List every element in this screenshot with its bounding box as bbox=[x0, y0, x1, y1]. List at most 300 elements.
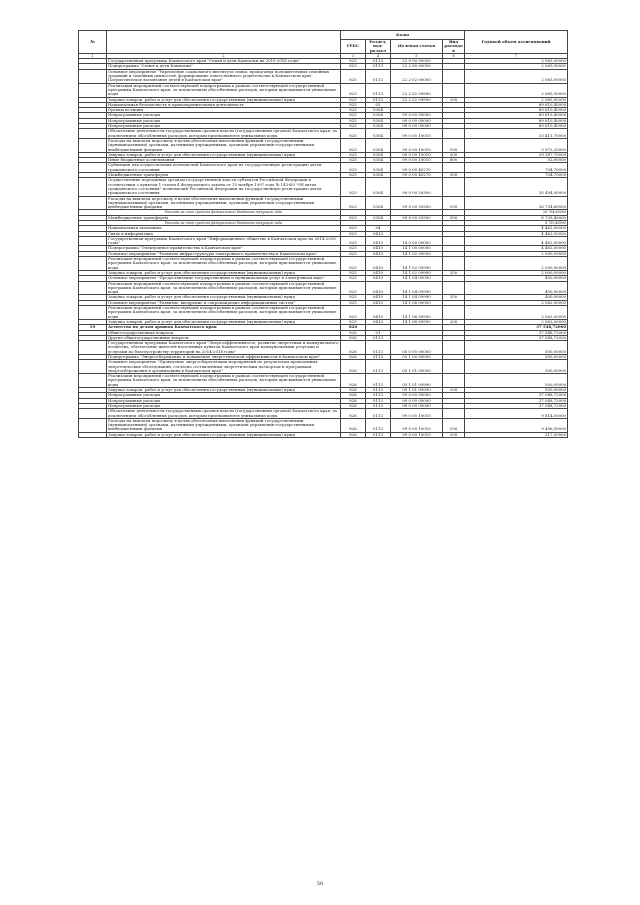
row-name: Субвенция для осуществления полномочий Камчатского края на государственную регистрацию актов гражданского состояния bbox=[107, 163, 341, 173]
row-target: 99 0 00 10010 bbox=[391, 138, 443, 152]
row-target: 14 1 04 09990 bbox=[391, 295, 443, 300]
row-target: 14 1 02 09990 bbox=[391, 257, 443, 271]
row-grbs: 825 bbox=[341, 173, 366, 178]
row-grbs: 825 bbox=[341, 158, 366, 163]
row-amount: 4 462,00000 bbox=[465, 236, 568, 246]
table-body bbox=[79, 59, 568, 438]
row-number bbox=[79, 83, 107, 97]
row-name: Иные бюджетные ассигнования bbox=[107, 158, 341, 163]
row-amount: 500,00000 bbox=[465, 388, 568, 393]
row-vr: 200 bbox=[443, 152, 465, 157]
row-grbs: 826 bbox=[341, 409, 366, 419]
row-amount: 69 610,40000 bbox=[465, 113, 568, 118]
row-amount: 9 496,50000 bbox=[465, 418, 568, 432]
row-amount: 2 065,00000 bbox=[465, 59, 568, 64]
row-section: 01 bbox=[366, 330, 391, 335]
row-grbs: 826 bbox=[341, 393, 366, 398]
row-section: 0113 bbox=[366, 335, 391, 340]
row-name: Закупка товаров, работ и услуг для обеспечения государственных (муниципальных) нужд bbox=[107, 388, 341, 393]
row-vr: 200 bbox=[443, 97, 465, 102]
row-section: 0410 bbox=[366, 251, 391, 256]
row-vr bbox=[443, 374, 465, 388]
row-target: 14 1 04 00000 bbox=[391, 276, 443, 281]
row-number bbox=[79, 196, 107, 210]
row-amount: 2 065,00000 bbox=[465, 83, 568, 97]
row-section: 0304 bbox=[366, 178, 391, 196]
row-grbs: 825 bbox=[341, 246, 366, 251]
row-section: 0113 bbox=[366, 64, 391, 69]
row-number bbox=[79, 432, 107, 437]
row-vr bbox=[443, 83, 465, 97]
row-vr: 200 bbox=[443, 295, 465, 300]
row-section: 0113 bbox=[366, 97, 391, 102]
row-name: Расходы на выплаты персоналу в целях обеспечения выполнения функций государственными (муниципальными) органами, казенными учреждениями, органами управления государственными внебюджетными фондами bbox=[107, 138, 341, 152]
row-grbs: 826 bbox=[341, 341, 366, 355]
row-amount: 2 000,00000 bbox=[465, 270, 568, 275]
row-amount: 37 548,72000 bbox=[465, 335, 568, 340]
row-grbs: 825 bbox=[341, 300, 366, 305]
row-amount: 2 000,00000 bbox=[465, 257, 568, 271]
row-target: 99 0 00 10010 bbox=[391, 158, 443, 163]
row-number bbox=[79, 341, 107, 355]
table-row bbox=[79, 360, 568, 374]
row-grbs: 825 bbox=[341, 251, 366, 256]
row-section: 0113 bbox=[366, 409, 391, 419]
row-name: Связь и информатика bbox=[107, 231, 341, 236]
row-name: Обеспечение деятельности государственных органов власти (государственных органов) Камчатского края, за исключением обособленных расходов, которым присваиваются уникальные коды bbox=[107, 409, 341, 419]
row-grbs: 825 bbox=[341, 231, 366, 236]
row-amount: 317,50000 bbox=[465, 432, 568, 437]
row-vr: 200 bbox=[443, 319, 465, 324]
row-amount: 37 048,72000 bbox=[465, 393, 568, 398]
row-vr bbox=[443, 409, 465, 419]
row-amount: 69 610,40000 bbox=[465, 108, 568, 113]
table-row bbox=[79, 129, 568, 139]
row-section: 0304 bbox=[366, 173, 391, 178]
row-vr bbox=[443, 163, 465, 173]
row-section: 0113 bbox=[366, 59, 391, 64]
col-header-grbs: ГРБС bbox=[341, 40, 366, 54]
row-vr: 100 bbox=[443, 196, 465, 210]
row-target: 99 0 00 59300 bbox=[391, 196, 443, 210]
row-grbs: 825 bbox=[341, 226, 366, 231]
row-target: 99 0 00 59300 bbox=[391, 178, 443, 196]
row-amount: 2 062,00000 bbox=[465, 300, 568, 305]
row-name: Непрограммные расходы bbox=[107, 124, 341, 129]
row-vr: 200 bbox=[443, 270, 465, 275]
row-vr: 200 bbox=[443, 432, 465, 437]
row-name: Основное мероприятие "Проведение энергосберегающих мероприятий по результатам проведенных энергетических обследований, согласно составленным энергетическим паспортам и программам энергосбережения в организациях в Камчатском крае" bbox=[107, 360, 341, 374]
row-grbs: 825 bbox=[341, 319, 366, 324]
row-amount: 26 754,60000 bbox=[465, 210, 568, 215]
row-amount: 2 065,00000 bbox=[465, 97, 568, 102]
col-header-codes: Коды bbox=[341, 31, 465, 40]
row-amount: 2 062,00000 bbox=[465, 306, 568, 320]
row-target: 22 2 02 09990 bbox=[391, 97, 443, 102]
row-section: 0304 bbox=[366, 124, 391, 129]
row-name: Непрограммные расходы bbox=[107, 403, 341, 408]
row-section: 0410 bbox=[366, 295, 391, 300]
row-vr bbox=[443, 306, 465, 320]
row-vr bbox=[443, 69, 465, 83]
row-amount: 2 065,00000 bbox=[465, 64, 568, 69]
row-number bbox=[79, 257, 107, 271]
row-target: 14 0 00 00000 bbox=[391, 236, 443, 246]
row-section: 0304 bbox=[366, 129, 391, 139]
row-target: 14 1 04 09990 bbox=[391, 281, 443, 295]
row-grbs: 826 bbox=[341, 403, 366, 408]
row-section: 0410 bbox=[366, 319, 391, 324]
row-name: Общегосударственные вопросы bbox=[107, 330, 341, 335]
table-row bbox=[79, 418, 568, 432]
table-row bbox=[79, 341, 568, 355]
row-target: 14 1 02 09990 bbox=[391, 270, 443, 275]
row-target: 99 0 00 00000 bbox=[391, 118, 443, 123]
row-grbs: 826 bbox=[341, 355, 366, 360]
row-grbs: 826 bbox=[341, 360, 366, 374]
row-target: 99 0 00 00000 bbox=[391, 393, 443, 398]
row-target: 99 0 00 10010 bbox=[391, 129, 443, 139]
col-header-vr: Вид расходов bbox=[444, 39, 463, 53]
row-amount: 8 739,40000 bbox=[465, 220, 568, 225]
row-grbs: 825 bbox=[341, 138, 366, 152]
row-section: 0113 bbox=[366, 69, 391, 83]
row-vr bbox=[443, 129, 465, 139]
row-section: 0304 bbox=[366, 138, 391, 152]
row-amount: 2 065,00000 bbox=[465, 69, 568, 83]
row-section: 0304 bbox=[366, 215, 391, 220]
row-target: 99 0 00 10010 bbox=[391, 409, 443, 419]
table-row bbox=[79, 281, 568, 295]
row-grbs: 825 bbox=[341, 163, 366, 173]
row-section: 0410 bbox=[366, 231, 391, 236]
row-name: Реализация мероприятий соответствующей подпрограммы в рамках соответствующей государственной программы Камчатского края, за исключением обособленных расходов, которым присваиваются уникальные коды bbox=[107, 257, 341, 271]
row-amount: 52,00000 bbox=[465, 158, 568, 163]
row-section: 0410 bbox=[366, 246, 391, 251]
row-section: 0304 bbox=[366, 196, 391, 210]
row-target: 99 0 00 10010 bbox=[391, 418, 443, 432]
row-grbs: 825 bbox=[341, 129, 366, 139]
row-grbs: 825 bbox=[341, 257, 366, 271]
row-vr bbox=[443, 178, 465, 196]
row-number bbox=[79, 374, 107, 388]
row-section: 0410 bbox=[366, 281, 391, 295]
row-grbs: 825 bbox=[341, 306, 366, 320]
row-section: 0113 bbox=[366, 355, 391, 360]
row-section: 0304 bbox=[366, 152, 391, 157]
row-amount: 9 814,50000 bbox=[465, 409, 568, 419]
row-section: 0113 bbox=[366, 418, 391, 432]
row-grbs: 825 bbox=[341, 113, 366, 118]
row-target: 05 1 01 09990 bbox=[391, 388, 443, 393]
row-amount: 33 411,70000 bbox=[465, 129, 568, 139]
row-grbs: 825 bbox=[341, 295, 366, 300]
row-grbs: 826 bbox=[341, 418, 366, 432]
row-section: 04 bbox=[366, 226, 391, 231]
row-amount: 400,00000 bbox=[465, 295, 568, 300]
col-header-number: № bbox=[79, 31, 107, 54]
row-amount: 69 610,40000 bbox=[465, 124, 568, 129]
table-row bbox=[79, 83, 568, 97]
column-index-cell: 7 bbox=[465, 53, 568, 58]
row-name: Подпрограмма "Энергосбережение и повышение энергетической эффективности в Камчатском крае" bbox=[107, 355, 341, 360]
row-name: Непрограммные расходы bbox=[107, 113, 341, 118]
row-target: 22 0 00 00000 bbox=[391, 59, 443, 64]
row-grbs: 825 bbox=[341, 236, 366, 246]
table-row bbox=[79, 432, 568, 437]
row-name: Подпрограмма "Семья и дети Камчатки" bbox=[107, 64, 341, 69]
column-index-cell: 2 bbox=[107, 53, 341, 58]
row-section: 0410 bbox=[366, 270, 391, 275]
table-row bbox=[79, 163, 568, 173]
row-section: 0113 bbox=[366, 403, 391, 408]
row-grbs: 826 bbox=[341, 398, 366, 403]
row-name: Межбюджетные трансферты bbox=[107, 215, 341, 220]
row-name: Закупка товаров, работ и услуг для обеспечения государственных (муниципальных) нужд bbox=[107, 97, 341, 102]
row-target: 05 1 01 00000 bbox=[391, 360, 443, 374]
row-grbs: 826 bbox=[341, 325, 366, 330]
row-number bbox=[79, 306, 107, 320]
row-grbs: 825 bbox=[341, 64, 366, 69]
row-name: Государственная программа Камчатского края "Информационное общество в Камчатском крае на 2014-2018 годы" bbox=[107, 236, 341, 246]
row-name: Реализация мероприятий соответствующей подпрограммы в рамках соответствующей государственной программы Камчатского края, за исключением обособленных расходов, которым присваиваются уникальные коды bbox=[107, 306, 341, 320]
row-target: 14 1 06 00000 bbox=[391, 300, 443, 305]
row-target: 14 1 06 09990 bbox=[391, 319, 443, 324]
row-target: 14 1 06 09990 bbox=[391, 306, 443, 320]
row-name: Подпрограмма "Электронное правительство в Камчатском крае" bbox=[107, 246, 341, 251]
row-grbs: 825 bbox=[341, 270, 366, 275]
row-target: 22 2 02 00000 bbox=[391, 69, 443, 83]
row-target: 99 0 00 00000 bbox=[391, 398, 443, 403]
row-amount: 69 610,40000 bbox=[465, 118, 568, 123]
row-target: 05 1 00 00000 bbox=[391, 355, 443, 360]
row-amount: 37 048,72000 bbox=[465, 398, 568, 403]
row-grbs: 825 bbox=[341, 215, 366, 220]
row-name: Агентство по делам архивов Камчатского края bbox=[107, 325, 341, 330]
row-number bbox=[79, 129, 107, 139]
row-number bbox=[79, 418, 107, 432]
row-target: 99 0 00 40270 bbox=[391, 163, 443, 173]
row-grbs: 825 bbox=[341, 69, 366, 83]
column-index-cell: 5 bbox=[391, 53, 443, 58]
row-name: Национальная экономика bbox=[107, 226, 341, 231]
row-name: Закупка товаров, работ и услуг для обеспечения государственных (муниципальных) нужд bbox=[107, 319, 341, 324]
row-grbs: 825 bbox=[341, 152, 366, 157]
row-name: Расходы на выплаты персоналу в целях обеспечения выполнения функций государственными (муниципальными) органами, казенными учреждениями, органами управления государственными внебюджетными фондами bbox=[107, 418, 341, 432]
row-amount: 37 548,72000 bbox=[465, 325, 568, 330]
row-amount: 400,00000 bbox=[465, 276, 568, 281]
table-row bbox=[79, 196, 568, 210]
row-target: 99 0 00 00000 bbox=[391, 113, 443, 118]
row-vr: 100 bbox=[443, 418, 465, 432]
table-row bbox=[79, 236, 568, 246]
row-name: Межбюджетные трансферты bbox=[107, 173, 341, 178]
row-grbs: 825 bbox=[341, 83, 366, 97]
row-target: 22 2 02 09990 bbox=[391, 83, 443, 97]
row-amount: 37 048,72000 bbox=[465, 403, 568, 408]
row-grbs: 826 bbox=[341, 432, 366, 437]
row-target: 05 1 01 09990 bbox=[391, 374, 443, 388]
row-section: 0113 bbox=[366, 341, 391, 355]
row-grbs: 825 bbox=[341, 118, 366, 123]
row-grbs: 826 bbox=[341, 330, 366, 335]
row-number bbox=[79, 409, 107, 419]
row-vr bbox=[443, 257, 465, 271]
table-row bbox=[79, 257, 568, 271]
row-grbs: 825 bbox=[341, 97, 366, 102]
row-name: Государственная программа Камчатского края "Семья и дети Камчатки на 2015-2018 годы" bbox=[107, 59, 341, 64]
row-vr: 100 bbox=[443, 138, 465, 152]
row-target: 99 0 00 00000 bbox=[391, 124, 443, 129]
row-name: Реализация мероприятий соответствующей подпрограммы в рамках соответствующей государственной программы Камчатского края, за исключением обособленных расходов, которым присваиваются уникальные коды bbox=[107, 83, 341, 97]
row-amount: 704,70000 bbox=[465, 163, 568, 173]
col-header-section: Раздел, под-раздел bbox=[366, 40, 391, 54]
row-amount: 500,00000 bbox=[465, 374, 568, 388]
row-section: 0304 bbox=[366, 108, 391, 113]
column-index-cell: 3 bbox=[341, 53, 366, 58]
row-section: 0113 bbox=[366, 393, 391, 398]
column-index-cell: 1 bbox=[79, 53, 107, 58]
row-vr bbox=[443, 341, 465, 355]
row-amount: 8 739,40000 bbox=[465, 215, 568, 220]
row-target: 99 0 00 10010 bbox=[391, 152, 443, 157]
row-grbs: 826 bbox=[341, 374, 366, 388]
row-vr bbox=[443, 236, 465, 246]
row-section: 0410 bbox=[366, 276, 391, 281]
row-name: Государственная программа Камчатского края "Энергоэффективность, развитие энергетики и коммунального хозяйства, обеспечение жителей населенных пунктов Камчатского края коммунальными услугами и услугами по благоустройству территорий на 2014-2018 годы" bbox=[107, 341, 341, 355]
row-target: 05 0 00 00000 bbox=[391, 341, 443, 355]
row-vr: 500 bbox=[443, 215, 465, 220]
row-section: 0113 bbox=[366, 432, 391, 437]
row-section: 0410 bbox=[366, 300, 391, 305]
row-name: Расходы за счет средств федерального бюджета текущего года bbox=[107, 210, 341, 215]
row-vr: 500 bbox=[443, 173, 465, 178]
row-grbs: 825 bbox=[341, 124, 366, 129]
row-amount: 69 610,40000 bbox=[465, 102, 568, 107]
table-row bbox=[79, 374, 568, 388]
row-name: Осуществление переданных органам государственной власти субъектов Российской Федерации в соответствии с пунктом 1 статьи 4 Федерального закона от 15 ноября 1997 года № 143-ФЗ "Об актах гражданского состояния" полномочий Российской Федерации на государственную регистрацию актов гражданского состояния bbox=[107, 178, 341, 196]
row-vr: 200 bbox=[443, 388, 465, 393]
row-name: Закупка товаров, работ и услуг для обеспечения государственных (муниципальных) нужд bbox=[107, 295, 341, 300]
row-amount: 2 000,00000 bbox=[465, 251, 568, 256]
row-target: 99 0 00 00000 bbox=[391, 403, 443, 408]
row-section: 03 bbox=[366, 102, 391, 107]
row-name: Расходы за счет средств федерального бюджета текущего года bbox=[107, 220, 341, 225]
row-grbs: 825 bbox=[341, 178, 366, 196]
row-amount: 500,00000 bbox=[465, 341, 568, 355]
row-grbs: 825 bbox=[341, 59, 366, 64]
row-section: 0304 bbox=[366, 158, 391, 163]
row-name: Расходы на выплаты персоналу в целях обеспечения выполнения функций государственными (муниципальными) органами, казенными учреждениями, органами управления государственными внебюджетными фондами bbox=[107, 196, 341, 210]
row-number bbox=[79, 69, 107, 83]
row-amount: 2 062,00000 bbox=[465, 319, 568, 324]
row-amount: 35 494,00000 bbox=[465, 178, 568, 196]
row-name: Основное мероприятие "Развитие инфраструктуры электронного правительства в Камчатском крае" bbox=[107, 251, 341, 256]
page-number: 50 bbox=[316, 881, 324, 887]
row-section: 0113 bbox=[366, 374, 391, 388]
row-name: Национальная безопасность и правоохранительная деятельность bbox=[107, 102, 341, 107]
row-grbs: 826 bbox=[341, 388, 366, 393]
row-number bbox=[79, 163, 107, 173]
table-row bbox=[79, 69, 568, 83]
row-name: Непрограммные расходы bbox=[107, 118, 341, 123]
budget-table bbox=[78, 30, 568, 438]
row-amount: 500,00000 bbox=[465, 360, 568, 374]
row-name: Основное мероприятие "Развитие, внедрение и сопровождение информационных систем" bbox=[107, 300, 341, 305]
row-name: Реализация мероприятий соответствующей подпрограммы в рамках соответствующей государственной программы Камчатского края, за исключением обособленных расходов, которым присваиваются уникальные коды bbox=[107, 374, 341, 388]
row-section: 0410 bbox=[366, 236, 391, 246]
row-section: 0304 bbox=[366, 163, 391, 173]
column-index-cell: 6 bbox=[443, 53, 465, 58]
row-section: 0113 bbox=[366, 83, 391, 97]
row-amount: 4 462,00000 bbox=[465, 246, 568, 251]
row-amount: 37 548,72000 bbox=[465, 330, 568, 335]
row-number bbox=[79, 138, 107, 152]
row-section: 0304 bbox=[366, 113, 391, 118]
row-target: 99 0 00 10010 bbox=[391, 432, 443, 437]
column-index-cell: 4 bbox=[366, 53, 391, 58]
row-number bbox=[79, 178, 107, 196]
row-target: 14 1 02 00000 bbox=[391, 251, 443, 256]
row-section: 0304 bbox=[366, 118, 391, 123]
row-vr: 800 bbox=[443, 158, 465, 163]
row-section: 0410 bbox=[366, 257, 391, 271]
row-number bbox=[79, 360, 107, 374]
row-amount: 3 972,20000 bbox=[465, 138, 568, 152]
row-amount: 26 754,60000 bbox=[465, 196, 568, 210]
table-row bbox=[79, 138, 568, 152]
row-number: 19 bbox=[79, 325, 107, 330]
row-number bbox=[79, 236, 107, 246]
row-amount: 400,00000 bbox=[465, 281, 568, 295]
table-row bbox=[79, 178, 568, 196]
row-name: Обеспечение деятельности государственных органов власти (государственных органов) Камчатского края, за исключением обособленных расходов, которым присваиваются уникальные коды bbox=[107, 129, 341, 139]
row-grbs: 825 bbox=[341, 108, 366, 113]
row-amount: 4 462,00000 bbox=[465, 226, 568, 231]
col-header-amount: Годовой объем ассигнований bbox=[465, 31, 568, 54]
row-grbs: 826 bbox=[341, 335, 366, 340]
row-section: 0113 bbox=[366, 360, 391, 374]
row-name: Закупка товаров, работ и услуг для обеспечения государственных (муниципальных) нужд bbox=[107, 270, 341, 275]
row-amount: 4 462,00000 bbox=[465, 231, 568, 236]
row-target: 14 1 00 00000 bbox=[391, 246, 443, 251]
row-amount: 704,70000 bbox=[465, 173, 568, 178]
row-name: Основное мероприятие "Предоставление государственных и муниципальных услуг в электронном виде" bbox=[107, 276, 341, 281]
row-vr bbox=[443, 360, 465, 374]
row-name: Непрограммные расходы bbox=[107, 398, 341, 403]
table-row bbox=[79, 306, 568, 320]
row-amount: 500,00000 bbox=[465, 355, 568, 360]
row-name: Закупка товаров, работ и услуг для обеспечения государственных (муниципальных) нужд bbox=[107, 152, 341, 157]
row-number bbox=[79, 281, 107, 295]
row-section: 0113 bbox=[366, 398, 391, 403]
row-grbs: 825 bbox=[341, 281, 366, 295]
col-header-target: Целевая статья bbox=[391, 40, 443, 54]
row-section: 0113 bbox=[366, 388, 391, 393]
row-grbs: 825 bbox=[341, 102, 366, 107]
row-target: 22 2 00 00000 bbox=[391, 64, 443, 69]
row-target: 99 0 00 59300 bbox=[391, 215, 443, 220]
table-row bbox=[79, 409, 568, 419]
row-name: Реализация мероприятий соответствующей подпрограммы в рамках соответствующей государственной программы Камчатского края, за исключением обособленных расходов, которым присваиваются уникальные коды bbox=[107, 281, 341, 295]
row-name: Другие общегосударственные вопросы bbox=[107, 335, 341, 340]
row-vr bbox=[443, 281, 465, 295]
row-name: Основное мероприятие "Укрепление социального института семьи, пропаганда положительных семейных традиций и семейных ценностей, формирование ответственного родительства в Камчатском крае. Патриотическое воспитание детей в Камчатском крае" bbox=[107, 69, 341, 83]
row-name: Закупка товаров, работ и услуг для обеспечения государственных (муниципальных) нужд bbox=[107, 432, 341, 437]
row-name: Непрограммные расходы bbox=[107, 393, 341, 398]
row-amount: 29 387,70000 bbox=[465, 152, 568, 157]
row-grbs: 825 bbox=[341, 276, 366, 281]
